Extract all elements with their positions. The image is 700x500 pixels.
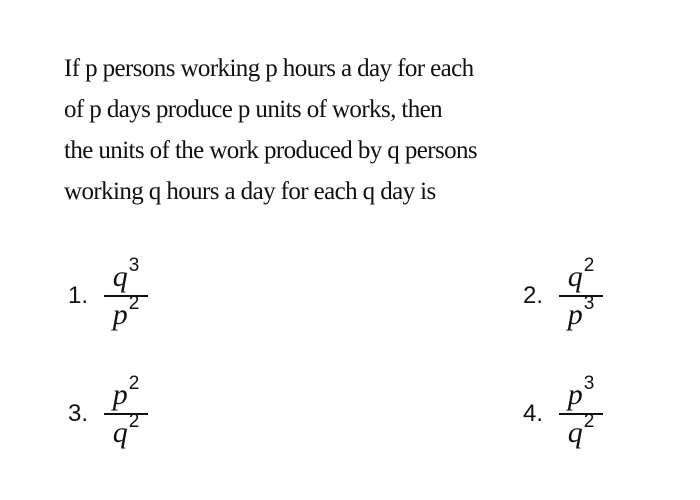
denominator <box>111 293 142 332</box>
numerator-base: q <box>567 260 583 293</box>
fraction-bar <box>104 295 148 297</box>
numerator-base: p <box>112 378 128 411</box>
numerator-exponent: 2 <box>128 373 140 394</box>
fraction <box>104 373 148 450</box>
denominator-exponent: 2 <box>583 411 595 432</box>
question-text <box>64 48 504 212</box>
denominator-base: p <box>567 298 583 331</box>
numerator <box>111 255 142 294</box>
option-1[interactable] <box>68 255 148 332</box>
option-number: 2. <box>523 282 544 309</box>
fraction <box>559 255 603 332</box>
denominator-base: p <box>112 298 128 331</box>
question-line: of p days produce p units of works, then <box>64 96 443 123</box>
numerator-base: q <box>112 260 128 293</box>
numerator-base: p <box>567 378 583 411</box>
fraction-bar <box>559 295 603 297</box>
option-4[interactable] <box>523 373 603 450</box>
question-line: the units of the work produced by q persons <box>64 137 478 164</box>
fraction <box>104 255 148 332</box>
numerator-exponent: 3 <box>128 255 140 276</box>
option-number: 4. <box>523 400 544 427</box>
denominator <box>566 411 597 450</box>
question-line: working q hours a day for each q day is <box>64 178 436 205</box>
option-number: 3. <box>68 400 89 427</box>
fraction-bar <box>559 413 603 415</box>
numerator-exponent: 3 <box>583 373 595 394</box>
denominator-base: q <box>567 416 583 449</box>
fraction <box>559 373 603 450</box>
denominator-exponent: 2 <box>128 411 140 432</box>
option-2[interactable] <box>523 255 603 332</box>
numerator <box>111 373 142 412</box>
option-number: 1. <box>68 282 89 309</box>
denominator-base: q <box>112 416 128 449</box>
numerator <box>566 255 597 294</box>
option-3[interactable] <box>68 373 148 450</box>
fraction-bar <box>104 413 148 415</box>
question-line: If p persons working p hours a day for each <box>64 55 474 82</box>
denominator <box>566 293 597 332</box>
denominator <box>111 411 142 450</box>
numerator-exponent: 2 <box>583 255 595 276</box>
denominator-exponent: 3 <box>583 293 595 314</box>
numerator <box>566 373 597 412</box>
denominator-exponent: 2 <box>128 293 140 314</box>
